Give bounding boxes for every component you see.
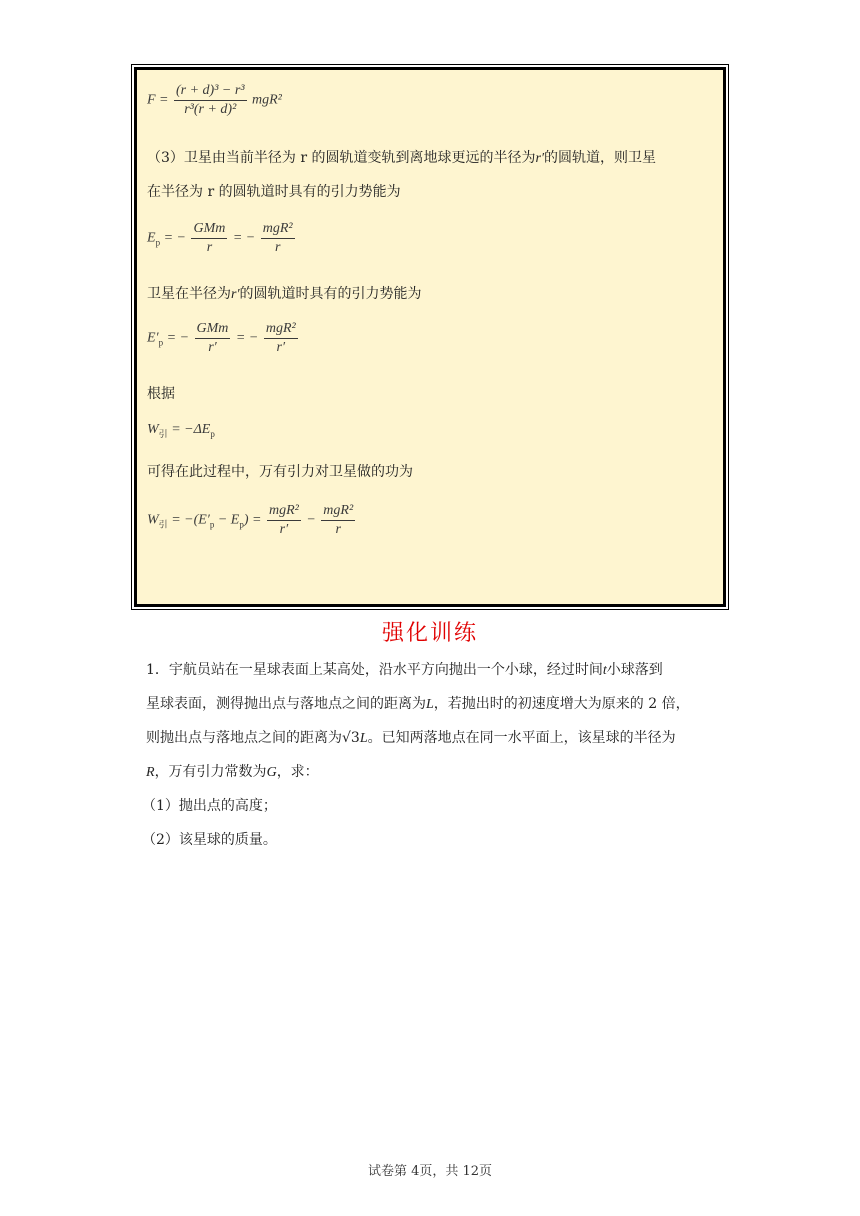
according-label: 根据 <box>147 386 175 402</box>
question-line-1: 1．宇航员站在一星球表面上某高处，沿水平方向抛出一个小球，经过时间t小球落到 <box>146 662 663 678</box>
line-rprime: 卫星在半径为r′的圆轨道时具有的引力势能为 <box>147 286 422 302</box>
question-sub-2: （2）该星球的质量。 <box>142 832 277 848</box>
formula-W: $W_引 = -\Delta E_p$ <box>147 422 215 439</box>
page-footer: 试卷第 4页，共 12页 <box>367 1164 493 1179</box>
formula-F: F = $\frac{\text{(r + d)³ − r³}}{\text{r³(r + d)²}}$ mgR² <box>147 83 282 117</box>
formula-Ep-prime: $E'_p$ = − $\frac{\text{GMm}}{r'}$ = − $\frac{\text{mgR²}}{r'}$ <box>147 321 296 355</box>
solution-box <box>134 67 726 607</box>
question-line-3: 则抛出点与落地点之间的距离为√3L。已知两落地点在同一水平面上，该星球的半径为 <box>146 730 676 746</box>
section-title: 强化训练 <box>381 621 478 646</box>
formula-Ep: $E_p$ = − $\frac{\text{GMm}}{r}$ = − $\frac{\text{mgR²}}{r}$ <box>147 221 293 255</box>
part3-line2: 在半径为 r 的圆轨道时具有的引力势能为 <box>147 184 401 200</box>
part3-line1: （3）卫星由当前半径为 r 的圆轨道变轨到离地球更远的半径为r′的圆轨道，则卫星 <box>147 150 657 166</box>
question-line-4: R，万有引力常数为G，求： <box>146 764 319 780</box>
question-sub-1: （1）抛出点的高度； <box>142 798 277 814</box>
work-intro: 可得在此过程中，万有引力对卫星做的功为 <box>147 464 413 480</box>
question-line-2: 星球表面，测得抛出点与落地点之间的距离为L，若抛出时的初速度增大为原来的 2 倍， <box>146 696 690 712</box>
formula-W2: $W_引 = -(E'_p - E_p)$ = $\frac{\text{mgR²}}{r'}$ − $\frac{\text{mgR²}}{r}$ <box>147 503 354 537</box>
